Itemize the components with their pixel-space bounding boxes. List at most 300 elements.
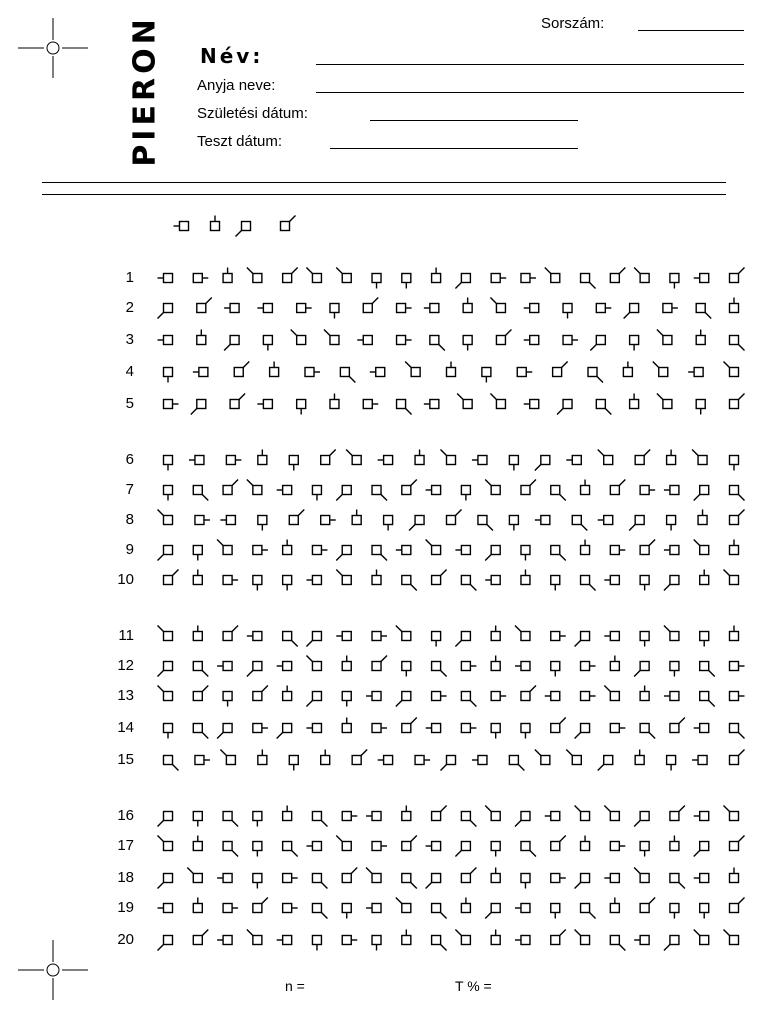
grid-symbol[interactable] xyxy=(217,874,232,883)
grid-symbol[interactable] xyxy=(634,812,649,827)
grid-symbol[interactable] xyxy=(634,868,649,883)
grid-symbol[interactable] xyxy=(158,686,173,701)
grid-symbol[interactable] xyxy=(657,394,672,409)
grid-symbol[interactable] xyxy=(224,336,239,351)
grid-symbol[interactable] xyxy=(258,750,267,765)
grid-symbol[interactable] xyxy=(432,662,447,677)
grid-symbol[interactable] xyxy=(664,626,679,641)
grid-symbol[interactable] xyxy=(535,516,550,525)
grid-symbol[interactable] xyxy=(336,268,351,283)
grid-symbol[interactable] xyxy=(730,510,745,525)
grid-symbol[interactable] xyxy=(491,626,500,641)
grid-symbol[interactable] xyxy=(258,516,267,531)
grid-symbol[interactable] xyxy=(463,336,472,351)
grid-symbol[interactable] xyxy=(223,842,238,857)
grid-symbol[interactable] xyxy=(372,570,381,585)
grid-symbol[interactable] xyxy=(478,516,493,531)
grid-symbol[interactable] xyxy=(581,480,590,495)
grid-symbol[interactable] xyxy=(545,692,560,701)
grid-symbol[interactable] xyxy=(640,486,655,495)
grid-symbol[interactable] xyxy=(730,394,745,409)
grid-symbol[interactable] xyxy=(490,394,505,409)
grid-symbol[interactable] xyxy=(223,268,232,283)
grid-symbol[interactable] xyxy=(461,486,470,501)
grid-symbol[interactable] xyxy=(730,692,745,701)
grid-symbol[interactable] xyxy=(312,812,327,827)
grid-symbol[interactable] xyxy=(657,330,672,345)
grid-symbol[interactable] xyxy=(363,298,378,313)
grid-symbol[interactable] xyxy=(164,724,173,739)
grid-symbol[interactable] xyxy=(415,756,430,765)
grid-symbol[interactable] xyxy=(664,486,679,495)
grid-symbol[interactable] xyxy=(164,456,173,471)
grid-symbol[interactable] xyxy=(553,362,568,377)
grid-symbol[interactable] xyxy=(441,756,456,771)
grid-symbol[interactable] xyxy=(730,540,739,555)
grid-symbol[interactable] xyxy=(158,836,173,851)
grid-symbol[interactable] xyxy=(664,692,679,701)
grid-symbol[interactable] xyxy=(306,632,321,647)
grid-symbol[interactable] xyxy=(193,570,202,585)
grid-symbol[interactable] xyxy=(223,626,238,641)
grid-symbol[interactable] xyxy=(378,756,393,765)
grid-symbol[interactable] xyxy=(551,632,566,641)
grid-symbol[interactable] xyxy=(485,576,500,585)
grid-symbol[interactable] xyxy=(289,510,304,525)
grid-symbol[interactable] xyxy=(164,368,173,383)
sample-symbol[interactable] xyxy=(211,216,220,231)
grid-symbol[interactable] xyxy=(598,450,613,465)
grid-symbol[interactable] xyxy=(730,868,739,883)
grid-symbol[interactable] xyxy=(730,898,745,913)
grid-symbol[interactable] xyxy=(289,756,298,771)
grid-symbol[interactable] xyxy=(461,724,476,733)
grid-symbol[interactable] xyxy=(158,546,173,561)
grid-symbol[interactable] xyxy=(223,904,238,913)
grid-symbol[interactable] xyxy=(191,400,206,415)
grid-symbol[interactable] xyxy=(623,362,632,377)
grid-symbol[interactable] xyxy=(402,930,411,945)
grid-symbol[interactable] xyxy=(257,304,272,313)
grid-symbol[interactable] xyxy=(545,812,560,821)
grid-symbol[interactable] xyxy=(217,724,232,739)
grid-symbol[interactable] xyxy=(283,576,292,591)
grid-symbol[interactable] xyxy=(670,662,679,677)
grid-symbol[interactable] xyxy=(515,904,530,913)
grid-symbol[interactable] xyxy=(581,836,590,851)
grid-symbol[interactable] xyxy=(346,450,361,465)
grid-symbol[interactable] xyxy=(415,450,424,465)
grid-symbol[interactable] xyxy=(461,662,476,671)
grid-symbol[interactable] xyxy=(670,904,679,919)
grid-symbol[interactable] xyxy=(447,362,456,377)
grid-symbol[interactable] xyxy=(724,806,739,821)
grid-symbol[interactable] xyxy=(253,842,262,857)
grid-symbol[interactable] xyxy=(610,480,625,495)
grid-symbol[interactable] xyxy=(664,546,679,555)
grid-symbol[interactable] xyxy=(635,750,644,765)
grid-symbol[interactable] xyxy=(226,456,241,465)
grid-symbol[interactable] xyxy=(610,724,625,733)
grid-symbol[interactable] xyxy=(277,486,292,495)
grid-symbol[interactable] xyxy=(610,546,625,555)
grid-symbol[interactable] xyxy=(730,486,745,501)
grid-symbol[interactable] xyxy=(441,450,456,465)
grid-symbol[interactable] xyxy=(312,904,327,919)
grid-symbol[interactable] xyxy=(524,336,539,345)
grid-symbol[interactable] xyxy=(187,868,202,883)
grid-symbol[interactable] xyxy=(517,368,532,377)
grid-symbol[interactable] xyxy=(283,874,298,883)
grid-symbol[interactable] xyxy=(730,298,739,313)
grid-symbol[interactable] xyxy=(277,724,292,739)
grid-symbol[interactable] xyxy=(217,662,232,671)
grid-symbol[interactable] xyxy=(640,842,649,857)
grid-symbol[interactable] xyxy=(193,836,202,851)
grid-symbol[interactable] xyxy=(521,686,536,701)
grid-symbol[interactable] xyxy=(223,692,232,707)
grid-symbol[interactable] xyxy=(551,904,560,919)
grid-symbol[interactable] xyxy=(297,304,312,313)
grid-symbol[interactable] xyxy=(189,456,204,465)
grid-symbol[interactable] xyxy=(491,842,500,857)
grid-symbol[interactable] xyxy=(535,456,550,471)
grid-symbol[interactable] xyxy=(352,750,367,765)
grid-symbol[interactable] xyxy=(432,806,447,821)
grid-symbol[interactable] xyxy=(366,904,381,913)
grid-symbol[interactable] xyxy=(372,936,381,951)
grid-symbol[interactable] xyxy=(342,936,357,945)
grid-symbol[interactable] xyxy=(158,274,173,283)
grid-symbol[interactable] xyxy=(321,450,336,465)
sample-symbol[interactable] xyxy=(236,222,251,237)
grid-symbol[interactable] xyxy=(663,304,678,313)
grid-symbol[interactable] xyxy=(640,724,655,739)
grid-symbol[interactable] xyxy=(730,662,745,671)
grid-symbol[interactable] xyxy=(521,274,536,283)
grid-symbol[interactable] xyxy=(724,570,739,585)
grid-symbol[interactable] xyxy=(253,874,262,889)
grid-symbol[interactable] xyxy=(598,516,613,525)
grid-symbol[interactable] xyxy=(524,304,539,313)
grid-symbol[interactable] xyxy=(432,936,447,951)
grid-symbol[interactable] xyxy=(521,480,536,495)
grid-symbol[interactable] xyxy=(397,336,412,345)
grid-symbol[interactable] xyxy=(551,836,566,851)
grid-symbol[interactable] xyxy=(247,480,262,495)
grid-symbol[interactable] xyxy=(667,516,676,531)
grid-symbol[interactable] xyxy=(195,516,210,525)
grid-symbol[interactable] xyxy=(694,274,709,283)
grid-symbol[interactable] xyxy=(624,304,639,319)
grid-symbol[interactable] xyxy=(220,516,235,525)
grid-symbol[interactable] xyxy=(305,368,320,377)
grid-symbol[interactable] xyxy=(197,298,212,313)
grid-symbol[interactable] xyxy=(402,480,417,495)
grid-symbol[interactable] xyxy=(490,298,505,313)
grid-symbol[interactable] xyxy=(432,268,441,283)
grid-symbol[interactable] xyxy=(402,874,417,889)
grid-symbol[interactable] xyxy=(575,930,590,945)
grid-symbol[interactable] xyxy=(610,268,625,283)
grid-symbol[interactable] xyxy=(195,756,210,765)
grid-symbol[interactable] xyxy=(698,510,707,525)
grid-symbol[interactable] xyxy=(730,724,745,739)
grid-symbol[interactable] xyxy=(158,812,173,827)
grid-symbol[interactable] xyxy=(306,724,321,733)
grid-symbol[interactable] xyxy=(457,394,472,409)
grid-symbol[interactable] xyxy=(336,632,351,641)
grid-symbol[interactable] xyxy=(277,936,292,945)
grid-symbol[interactable] xyxy=(700,662,715,677)
grid-symbol[interactable] xyxy=(563,336,578,345)
grid-symbol[interactable] xyxy=(670,806,685,821)
grid-symbol[interactable] xyxy=(635,450,650,465)
grid-symbol[interactable] xyxy=(604,874,619,883)
grid-symbol[interactable] xyxy=(372,724,387,733)
grid-symbol[interactable] xyxy=(696,330,705,345)
grid-symbol[interactable] xyxy=(724,362,739,377)
grid-symbol[interactable] xyxy=(575,874,590,889)
grid-symbol[interactable] xyxy=(521,724,530,739)
grid-symbol[interactable] xyxy=(557,400,572,415)
grid-symbol[interactable] xyxy=(610,656,619,671)
grid-symbol[interactable] xyxy=(581,274,596,289)
grid-symbol[interactable] xyxy=(730,836,745,851)
grid-symbol[interactable] xyxy=(396,898,411,913)
grid-symbol[interactable] xyxy=(372,274,381,289)
sample-symbol[interactable] xyxy=(174,222,189,231)
grid-symbol[interactable] xyxy=(604,576,619,585)
grid-symbol[interactable] xyxy=(352,510,361,525)
grid-symbol[interactable] xyxy=(217,936,232,945)
grid-symbol[interactable] xyxy=(491,724,500,739)
grid-symbol[interactable] xyxy=(575,632,590,647)
grid-symbol[interactable] xyxy=(730,336,745,351)
grid-symbol[interactable] xyxy=(545,268,560,283)
grid-symbol[interactable] xyxy=(515,812,530,827)
grid-symbol[interactable] xyxy=(640,686,649,701)
grid-symbol[interactable] xyxy=(253,546,268,555)
grid-symbol[interactable] xyxy=(551,486,566,501)
grid-symbol[interactable] xyxy=(447,510,462,525)
grid-symbol[interactable] xyxy=(696,400,705,415)
grid-symbol[interactable] xyxy=(158,304,173,319)
grid-symbol[interactable] xyxy=(730,626,739,641)
grid-symbol[interactable] xyxy=(694,874,709,883)
grid-symbol[interactable] xyxy=(164,400,179,409)
grid-symbol[interactable] xyxy=(426,724,441,733)
grid-symbol[interactable] xyxy=(396,546,411,555)
grid-symbol[interactable] xyxy=(455,842,470,857)
grid-symbol[interactable] xyxy=(306,692,321,707)
grid-symbol[interactable] xyxy=(515,626,530,641)
grid-symbol[interactable] xyxy=(692,450,707,465)
grid-symbol[interactable] xyxy=(197,330,206,345)
grid-symbol[interactable] xyxy=(572,516,587,531)
grid-symbol[interactable] xyxy=(581,692,596,701)
grid-symbol[interactable] xyxy=(223,576,238,585)
grid-symbol[interactable] xyxy=(629,516,644,531)
grid-symbol[interactable] xyxy=(455,930,470,945)
grid-symbol[interactable] xyxy=(461,692,476,707)
grid-symbol[interactable] xyxy=(283,842,298,857)
grid-symbol[interactable] xyxy=(455,632,470,647)
grid-symbol[interactable] xyxy=(472,756,487,765)
grid-symbol[interactable] xyxy=(402,718,417,733)
grid-symbol[interactable] xyxy=(342,718,351,733)
grid-symbol[interactable] xyxy=(370,368,385,377)
grid-symbol[interactable] xyxy=(372,656,387,671)
grid-symbol[interactable] xyxy=(461,576,476,591)
grid-symbol[interactable] xyxy=(234,362,249,377)
grid-symbol[interactable] xyxy=(634,936,649,945)
grid-symbol[interactable] xyxy=(692,756,707,765)
grid-symbol[interactable] xyxy=(253,724,268,733)
grid-symbol[interactable] xyxy=(306,268,321,283)
grid-symbol[interactable] xyxy=(521,570,530,585)
grid-symbol[interactable] xyxy=(694,842,709,857)
grid-symbol[interactable] xyxy=(630,394,639,409)
grid-symbol[interactable] xyxy=(491,656,500,671)
grid-symbol[interactable] xyxy=(700,904,709,919)
grid-symbol[interactable] xyxy=(461,868,476,883)
grid-symbol[interactable] xyxy=(230,394,245,409)
grid-symbol[interactable] xyxy=(640,540,655,555)
grid-symbol[interactable] xyxy=(397,400,412,415)
grid-symbol[interactable] xyxy=(277,662,292,671)
grid-symbol[interactable] xyxy=(312,546,327,555)
grid-symbol[interactable] xyxy=(306,576,321,585)
grid-symbol[interactable] xyxy=(321,516,336,525)
grid-symbol[interactable] xyxy=(289,456,298,471)
grid-symbol[interactable] xyxy=(485,806,500,821)
grid-symbol[interactable] xyxy=(396,626,411,641)
grid-symbol[interactable] xyxy=(696,304,711,319)
grid-symbol[interactable] xyxy=(551,662,560,677)
grid-symbol[interactable] xyxy=(223,812,238,827)
grid-symbol[interactable] xyxy=(463,298,472,313)
grid-symbol[interactable] xyxy=(342,812,357,821)
grid-symbol[interactable] xyxy=(694,724,709,733)
grid-symbol[interactable] xyxy=(258,450,267,465)
grid-symbol[interactable] xyxy=(384,516,393,531)
grid-symbol[interactable] xyxy=(193,368,208,377)
sample-symbol[interactable] xyxy=(281,216,296,231)
grid-symbol[interactable] xyxy=(336,570,351,585)
grid-symbol[interactable] xyxy=(372,486,387,501)
grid-symbol[interactable] xyxy=(263,336,272,351)
grid-symbol[interactable] xyxy=(193,812,202,827)
grid-symbol[interactable] xyxy=(485,480,500,495)
grid-symbol[interactable] xyxy=(220,750,235,765)
grid-symbol[interactable] xyxy=(634,662,649,677)
grid-symbol[interactable] xyxy=(405,362,420,377)
grid-symbol[interactable] xyxy=(312,874,327,889)
grid-symbol[interactable] xyxy=(372,842,387,851)
grid-symbol[interactable] xyxy=(509,516,518,531)
grid-symbol[interactable] xyxy=(667,450,676,465)
grid-symbol[interactable] xyxy=(297,400,306,415)
grid-symbol[interactable] xyxy=(455,546,470,555)
grid-symbol[interactable] xyxy=(357,336,372,345)
grid-symbol[interactable] xyxy=(730,268,745,283)
grid-symbol[interactable] xyxy=(640,898,655,913)
grid-symbol[interactable] xyxy=(158,510,173,525)
grid-symbol[interactable] xyxy=(610,936,625,951)
grid-symbol[interactable] xyxy=(664,576,679,591)
grid-symbol[interactable] xyxy=(158,662,173,677)
grid-symbol[interactable] xyxy=(515,936,530,945)
grid-symbol[interactable] xyxy=(223,480,238,495)
grid-symbol[interactable] xyxy=(158,336,173,345)
grid-symbol[interactable] xyxy=(342,692,351,707)
grid-symbol[interactable] xyxy=(670,836,679,851)
grid-symbol[interactable] xyxy=(193,724,208,739)
grid-symbol[interactable] xyxy=(581,576,596,591)
grid-symbol[interactable] xyxy=(158,874,173,889)
grid-symbol[interactable] xyxy=(604,806,619,821)
grid-symbol[interactable] xyxy=(596,304,611,313)
grid-symbol[interactable] xyxy=(610,898,619,913)
grid-symbol[interactable] xyxy=(253,898,268,913)
grid-symbol[interactable] xyxy=(158,626,173,641)
grid-symbol[interactable] xyxy=(664,936,679,951)
grid-symbol[interactable] xyxy=(455,274,470,289)
grid-symbol[interactable] xyxy=(581,540,590,555)
grid-symbol[interactable] xyxy=(482,368,491,383)
grid-symbol[interactable] xyxy=(535,750,550,765)
grid-symbol[interactable] xyxy=(270,362,279,377)
grid-symbol[interactable] xyxy=(575,806,590,821)
grid-symbol[interactable] xyxy=(424,400,439,409)
grid-symbol[interactable] xyxy=(551,576,560,591)
grid-symbol[interactable] xyxy=(224,304,239,313)
grid-symbol[interactable] xyxy=(372,546,387,561)
grid-symbol[interactable] xyxy=(730,750,745,765)
grid-symbol[interactable] xyxy=(330,304,339,319)
grid-symbol[interactable] xyxy=(426,842,441,851)
grid-symbol[interactable] xyxy=(491,274,506,283)
grid-symbol[interactable] xyxy=(653,362,668,377)
grid-symbol[interactable] xyxy=(336,836,351,851)
grid-symbol[interactable] xyxy=(491,868,500,883)
grid-symbol[interactable] xyxy=(193,930,208,945)
grid-symbol[interactable] xyxy=(247,632,262,641)
grid-symbol[interactable] xyxy=(581,904,596,919)
grid-symbol[interactable] xyxy=(430,336,445,351)
grid-symbol[interactable] xyxy=(253,812,262,827)
grid-symbol[interactable] xyxy=(306,842,321,851)
grid-symbol[interactable] xyxy=(598,756,613,771)
grid-symbol[interactable] xyxy=(193,486,208,501)
grid-symbol[interactable] xyxy=(610,842,625,851)
grid-symbol[interactable] xyxy=(515,662,530,671)
grid-symbol[interactable] xyxy=(193,274,208,283)
grid-symbol[interactable] xyxy=(491,930,500,945)
grid-symbol[interactable] xyxy=(336,546,351,561)
grid-symbol[interactable] xyxy=(581,662,596,671)
grid-symbol[interactable] xyxy=(396,692,411,707)
grid-symbol[interactable] xyxy=(491,692,506,701)
grid-symbol[interactable] xyxy=(342,904,351,919)
grid-symbol[interactable] xyxy=(630,336,639,351)
grid-symbol[interactable] xyxy=(521,874,530,889)
grid-symbol[interactable] xyxy=(640,632,649,647)
grid-symbol[interactable] xyxy=(366,868,381,883)
grid-symbol[interactable] xyxy=(366,692,381,701)
grid-symbol[interactable] xyxy=(193,626,202,641)
